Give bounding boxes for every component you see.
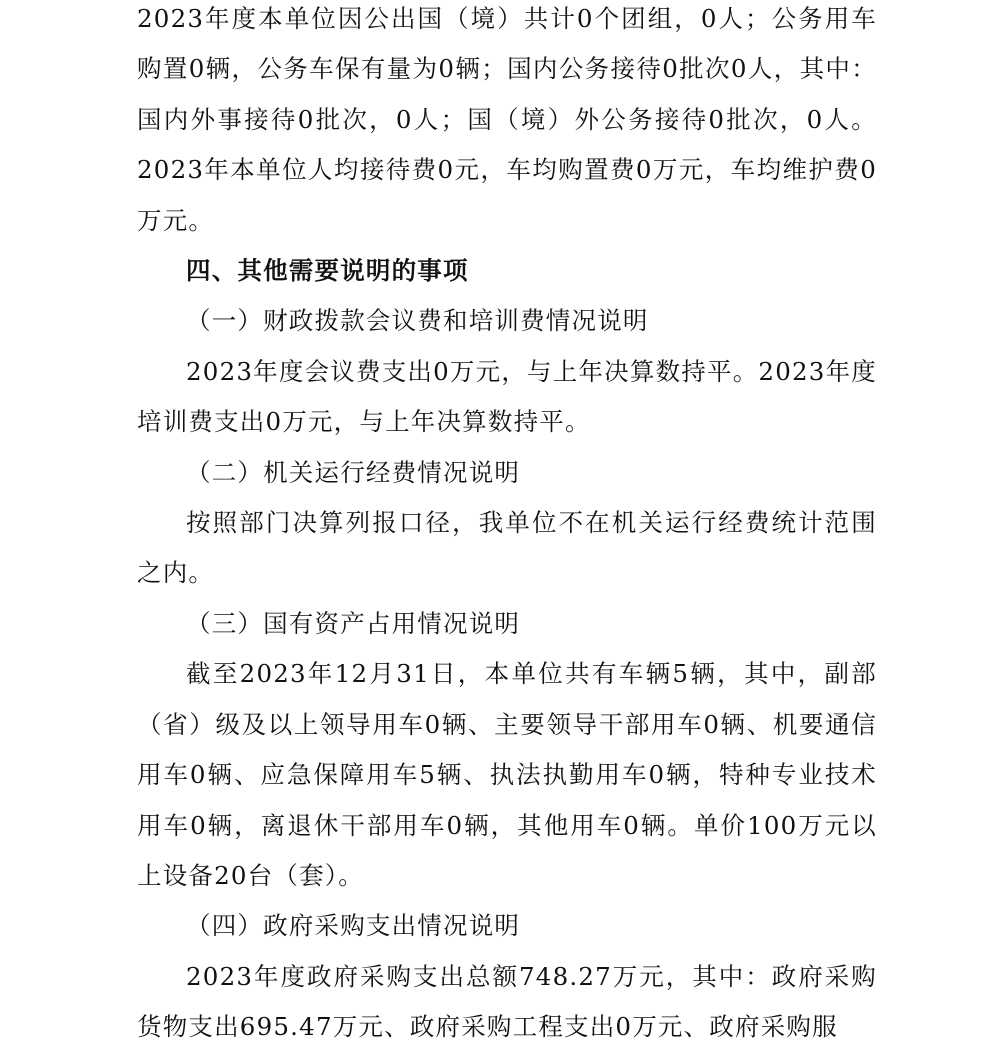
subheading-meeting-training: （一）财政拨款会议费和培训费情况说明 <box>186 306 649 336</box>
paragraph-operating-funds: 按照部门决算列报口径，我单位不在机关运行经费统计范围之内。 <box>137 508 877 588</box>
subheading-procurement: （四）政府采购支出情况说明 <box>186 911 521 941</box>
document-page <box>137 0 877 1053</box>
paragraph-procurement: 2023年度政府采购支出总额748.27万元，其中：政府采购货物支出695.47万元、政府采购工程支出0万元、政府采购服 <box>137 961 877 1042</box>
section-heading-other-matters: 四、其他需要说明的事项 <box>186 256 469 286</box>
paragraph-reception-summary: 2023年度本单位因公出国（境）共计0个团组，0人；公务用车购置0辆，公务车保有量为0辆；国内公务接待0批次0人，其中：国内外事接待0批次，0人；国（境）外公务接待0批次，0人。2023年本单位人均接待费0元，车均购置费0万元，车均维护费0万元。 <box>137 4 877 235</box>
subheading-state-assets: （三）国有资产占用情况说明 <box>186 608 521 638</box>
paragraph-meeting-training: 2023年度会议费支出0万元，与上年决算数持平。2023年度培训费支出0万元，与上年决算数持平。 <box>137 356 877 437</box>
subheading-operating-funds: （二）机关运行经费情况说明 <box>186 457 521 487</box>
paragraph-state-assets: 截至2023年12月31日，本单位共有车辆5辆，其中，副部（省）级及以上领导用车0辆、主要领导干部用车0辆、机要通信用车0辆、应急保障用车5辆、执法执勤用车0辆，特种专业技术用车0辆，离退休干部用车0辆，其他用车0辆。单价100万元以上设备20台（套）。 <box>137 659 877 890</box>
